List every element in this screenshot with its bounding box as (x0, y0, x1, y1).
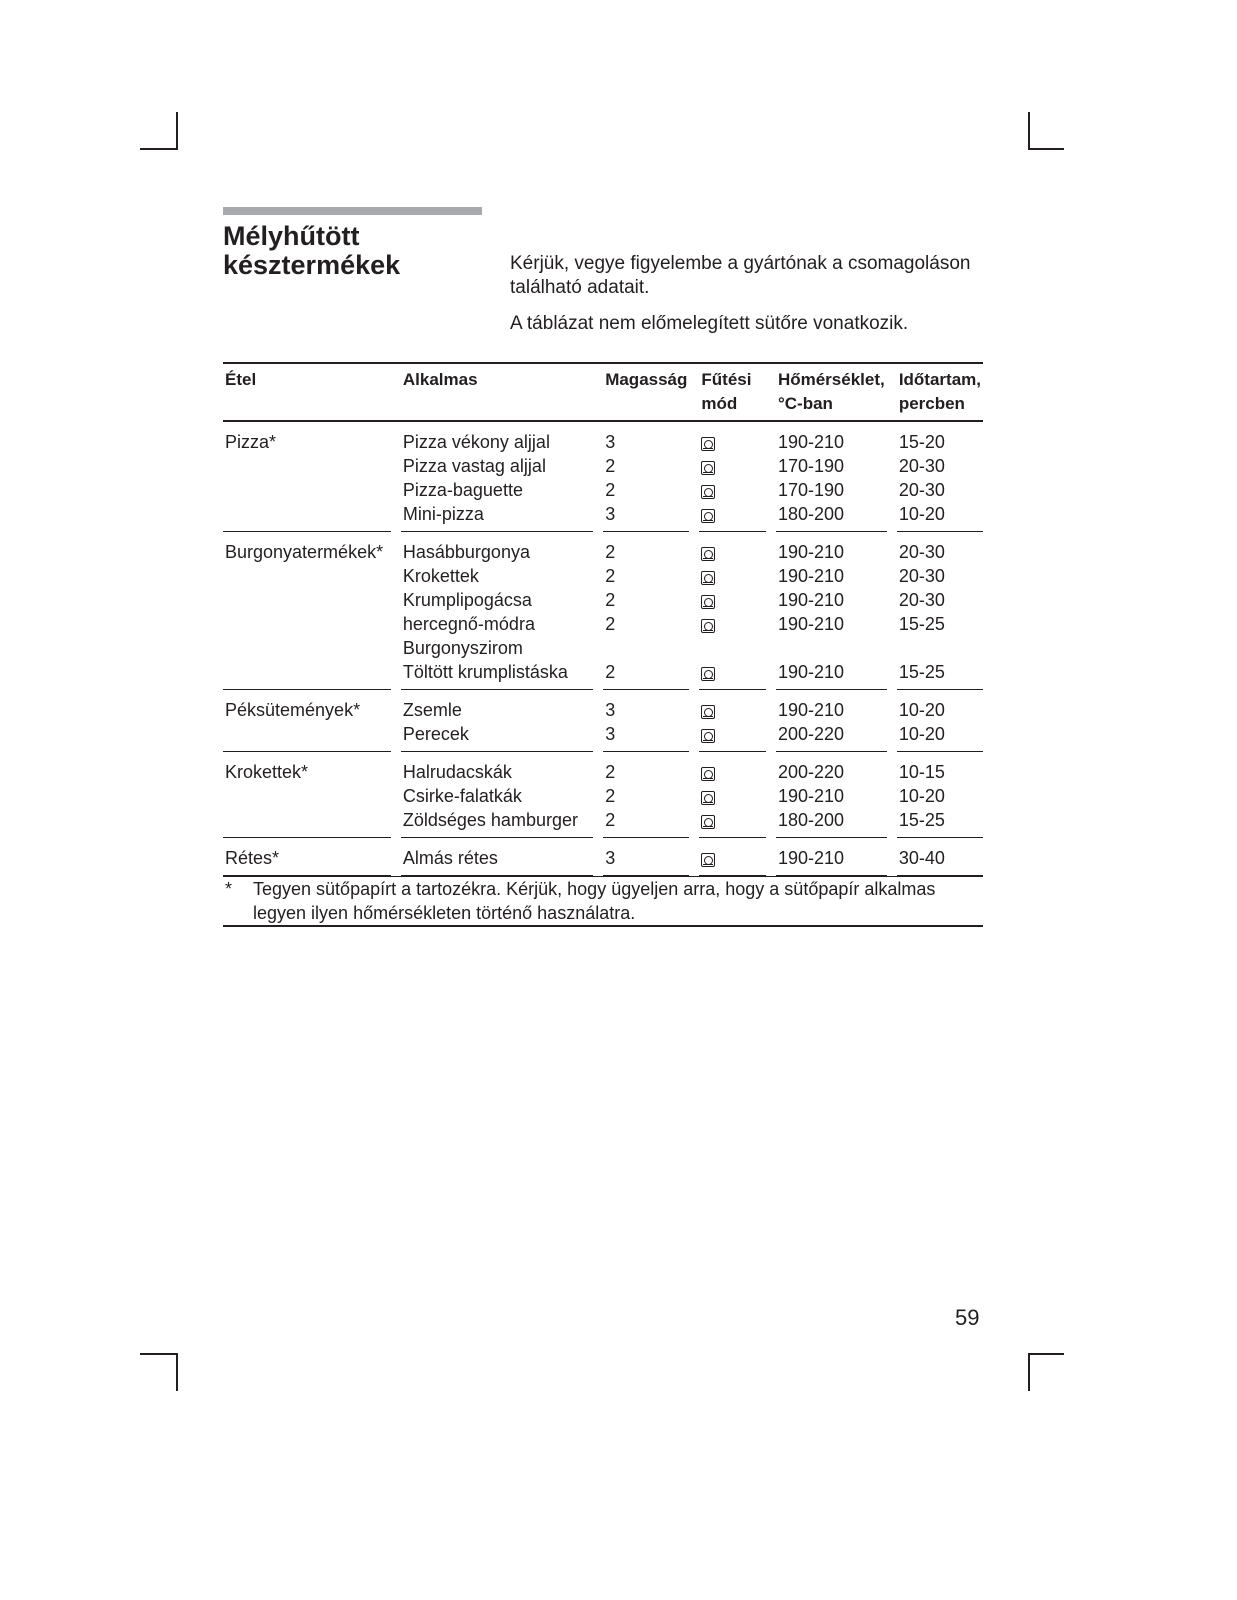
duration-cell: 10-20 (897, 502, 983, 532)
duration-cell: 15-20 (898, 432, 945, 452)
oven-hot-air-icon (701, 485, 715, 499)
frozen-food-table (223, 362, 983, 927)
suitable-cell: Burgonyszirom (402, 638, 523, 658)
height-cell: 2 (605, 762, 616, 782)
duration-cell: 20-30 (898, 590, 945, 610)
height-cell: 2 (605, 566, 616, 586)
table-row (223, 422, 983, 454)
food-cell (223, 722, 391, 752)
duration-cell: 20-30 (898, 480, 945, 500)
footnote-text: Tegyen sütőpapírt a tartozékra. Kérjük, hogy ügyeljen arra, hogy a sütőpapír alkalmas legyen ilyen hőmérsékleten történő használatra. (253, 879, 936, 923)
food-cell (223, 454, 391, 478)
suitable-cell: Pizza vastag aljjal (402, 456, 546, 476)
section-title-line2: késztermékek (223, 250, 401, 280)
table-row (223, 752, 983, 784)
oven-hot-air-icon (701, 667, 715, 681)
duration-cell: 20-30 (898, 542, 945, 562)
suitable-cell: Töltött krumplistáska (401, 660, 593, 690)
table-row (223, 478, 983, 502)
header-temperature: Hőmérséklet, °C-ban (776, 364, 887, 422)
height-cell: 2 (605, 456, 616, 476)
food-cell (223, 612, 391, 636)
oven-hot-air-icon (701, 437, 715, 451)
heating-mode-cell (699, 588, 766, 612)
table-row (223, 636, 983, 660)
temperature-cell: 190-210 (776, 838, 887, 876)
food-cell: Rétes* (223, 838, 391, 876)
food-cell (223, 784, 391, 808)
duration-cell: 15-25 (898, 614, 945, 634)
intro-text (510, 252, 980, 348)
section-title (223, 222, 400, 280)
heating-mode-cell (699, 784, 766, 808)
oven-hot-air-icon (701, 791, 715, 805)
table-row (223, 722, 983, 752)
temperature-cell: 180-200 (776, 502, 887, 532)
heating-mode-cell (699, 722, 766, 752)
temperature-cell: 190-210 (777, 432, 845, 452)
crop-mark-top-right-v (1028, 112, 1030, 150)
suitable-cell: Almás rétes (401, 838, 593, 876)
oven-hot-air-icon (701, 509, 715, 523)
temperature-cell: 170-190 (777, 480, 845, 500)
suitable-cell: Krumplipogácsa (402, 590, 532, 610)
food-cell (223, 502, 391, 532)
header-food: Étel (223, 364, 391, 422)
height-cell: 2 (603, 660, 689, 690)
crop-mark-bottom-left-h (140, 1353, 178, 1355)
temperature-cell (776, 636, 887, 660)
heating-mode-cell (699, 636, 766, 660)
table-body (223, 422, 983, 876)
duration-cell (897, 636, 983, 660)
duration-cell: 30-40 (897, 838, 983, 876)
heating-mode-cell (699, 752, 766, 784)
heating-mode-cell (699, 838, 766, 876)
heating-mode-cell (699, 660, 766, 690)
height-cell: 2 (605, 480, 616, 500)
oven-hot-air-icon (701, 853, 715, 867)
suitable-cell: Krokettek (402, 566, 479, 586)
height-cell: 3 (605, 432, 616, 452)
suitable-cell: Pizza vékony aljjal (402, 432, 550, 452)
suitable-cell: Mini-pizza (401, 502, 593, 532)
suitable-cell: Pizza-baguette (402, 480, 523, 500)
table-row (223, 612, 983, 636)
oven-hot-air-icon (701, 571, 715, 585)
height-cell (603, 636, 689, 660)
oven-hot-air-icon (701, 815, 715, 829)
oven-hot-air-icon (701, 461, 715, 475)
temperature-cell: 170-190 (777, 456, 845, 476)
height-cell: 3 (605, 700, 616, 720)
oven-hot-air-icon (701, 595, 715, 609)
temperature-cell: 190-210 (777, 566, 845, 586)
duration-cell: 20-30 (898, 456, 945, 476)
food-cell (223, 808, 391, 838)
duration-cell: 10-20 (897, 722, 983, 752)
food-cell: Pizza* (225, 432, 277, 452)
suitable-cell: Zsemle (402, 700, 462, 720)
suitable-cell: Halrudacskák (402, 762, 512, 782)
oven-hot-air-icon (701, 619, 715, 633)
duration-cell: 10-15 (898, 762, 945, 782)
table-footnote (223, 876, 983, 925)
header-suitable: Alkalmas (401, 364, 593, 422)
temperature-cell: 200-220 (776, 722, 887, 752)
heating-mode-cell (699, 564, 766, 588)
heating-mode-cell (699, 502, 766, 532)
heating-mode-cell (699, 612, 766, 636)
duration-cell: 20-30 (898, 566, 945, 586)
height-cell: 2 (603, 808, 689, 838)
heating-mode-cell (699, 422, 766, 454)
suitable-cell: Hasábburgonya (402, 542, 530, 562)
section-title-line1: Mélyhűtött (223, 221, 360, 251)
crop-mark-bottom-right-v (1028, 1353, 1030, 1391)
food-cell: Burgonyatermékek* (225, 542, 384, 562)
intro-paragraph-2: A táblázat nem előmelegített sütőre vonatkozik. (510, 313, 909, 334)
table-row (223, 784, 983, 808)
food-cell: Péksütemények* (225, 700, 361, 720)
heating-mode-cell (699, 532, 766, 564)
crop-mark-top-left-v (176, 112, 178, 150)
crop-mark-top-left-h (140, 148, 178, 150)
food-cell (223, 564, 391, 588)
table-row (223, 454, 983, 478)
temperature-cell: 190-210 (777, 542, 845, 562)
oven-hot-air-icon (701, 767, 715, 781)
food-cell: Krokettek* (225, 762, 309, 782)
duration-cell: 15-25 (897, 808, 983, 838)
intro-paragraph-1: Kérjük, vegye figyelembe a gyártónak a csomagoláson található adatait. (510, 253, 971, 298)
heating-mode-cell (699, 454, 766, 478)
heating-mode-cell (699, 808, 766, 838)
table-row (223, 502, 983, 532)
header-height: Magasság (603, 364, 689, 422)
temperature-cell: 180-200 (776, 808, 887, 838)
table-row (223, 808, 983, 838)
header-duration: Időtartam, percben (897, 364, 983, 422)
height-cell: 3 (603, 838, 689, 876)
table-row (223, 690, 983, 722)
section-bar (223, 207, 482, 215)
table-row (223, 564, 983, 588)
suitable-cell: Perecek (401, 722, 593, 752)
table-header-row (223, 364, 983, 422)
crop-mark-bottom-left-v (176, 1353, 178, 1391)
table-row (223, 532, 983, 564)
oven-hot-air-icon (701, 705, 715, 719)
oven-hot-air-icon (701, 547, 715, 561)
footnote-marker: * (225, 879, 233, 899)
suitable-cell: Csirke-falatkák (402, 786, 522, 806)
food-cell (223, 636, 391, 660)
heating-mode-cell (699, 478, 766, 502)
temperature-cell: 190-210 (776, 660, 887, 690)
crop-mark-top-right-h (1028, 148, 1064, 150)
heating-mode-cell (699, 690, 766, 722)
height-cell: 2 (605, 590, 616, 610)
food-cell (223, 588, 391, 612)
duration-cell: 10-20 (898, 700, 945, 720)
height-cell: 2 (605, 542, 616, 562)
height-cell: 2 (605, 614, 616, 634)
temperature-cell: 200-220 (777, 762, 845, 782)
suitable-cell: Zöldséges hamburger (401, 808, 593, 838)
temperature-cell: 190-210 (777, 786, 845, 806)
temperature-cell: 190-210 (777, 614, 845, 634)
table-row (223, 660, 983, 690)
food-cell (223, 478, 391, 502)
height-cell: 3 (603, 722, 689, 752)
duration-cell: 10-20 (898, 786, 945, 806)
crop-mark-bottom-right-h (1028, 1353, 1064, 1355)
table-row (223, 588, 983, 612)
height-cell: 3 (603, 502, 689, 532)
header-heating-mode: Fűtési mód (699, 364, 766, 422)
food-cell (223, 660, 391, 690)
height-cell: 2 (605, 786, 616, 806)
table-footnote-row (223, 876, 983, 925)
page-number: 59 (955, 1305, 980, 1330)
duration-cell: 15-25 (897, 660, 983, 690)
oven-hot-air-icon (701, 729, 715, 743)
temperature-cell: 190-210 (777, 590, 845, 610)
suitable-cell: hercegnő-módra (402, 614, 535, 634)
temperature-cell: 190-210 (777, 700, 845, 720)
table-row (223, 838, 983, 876)
